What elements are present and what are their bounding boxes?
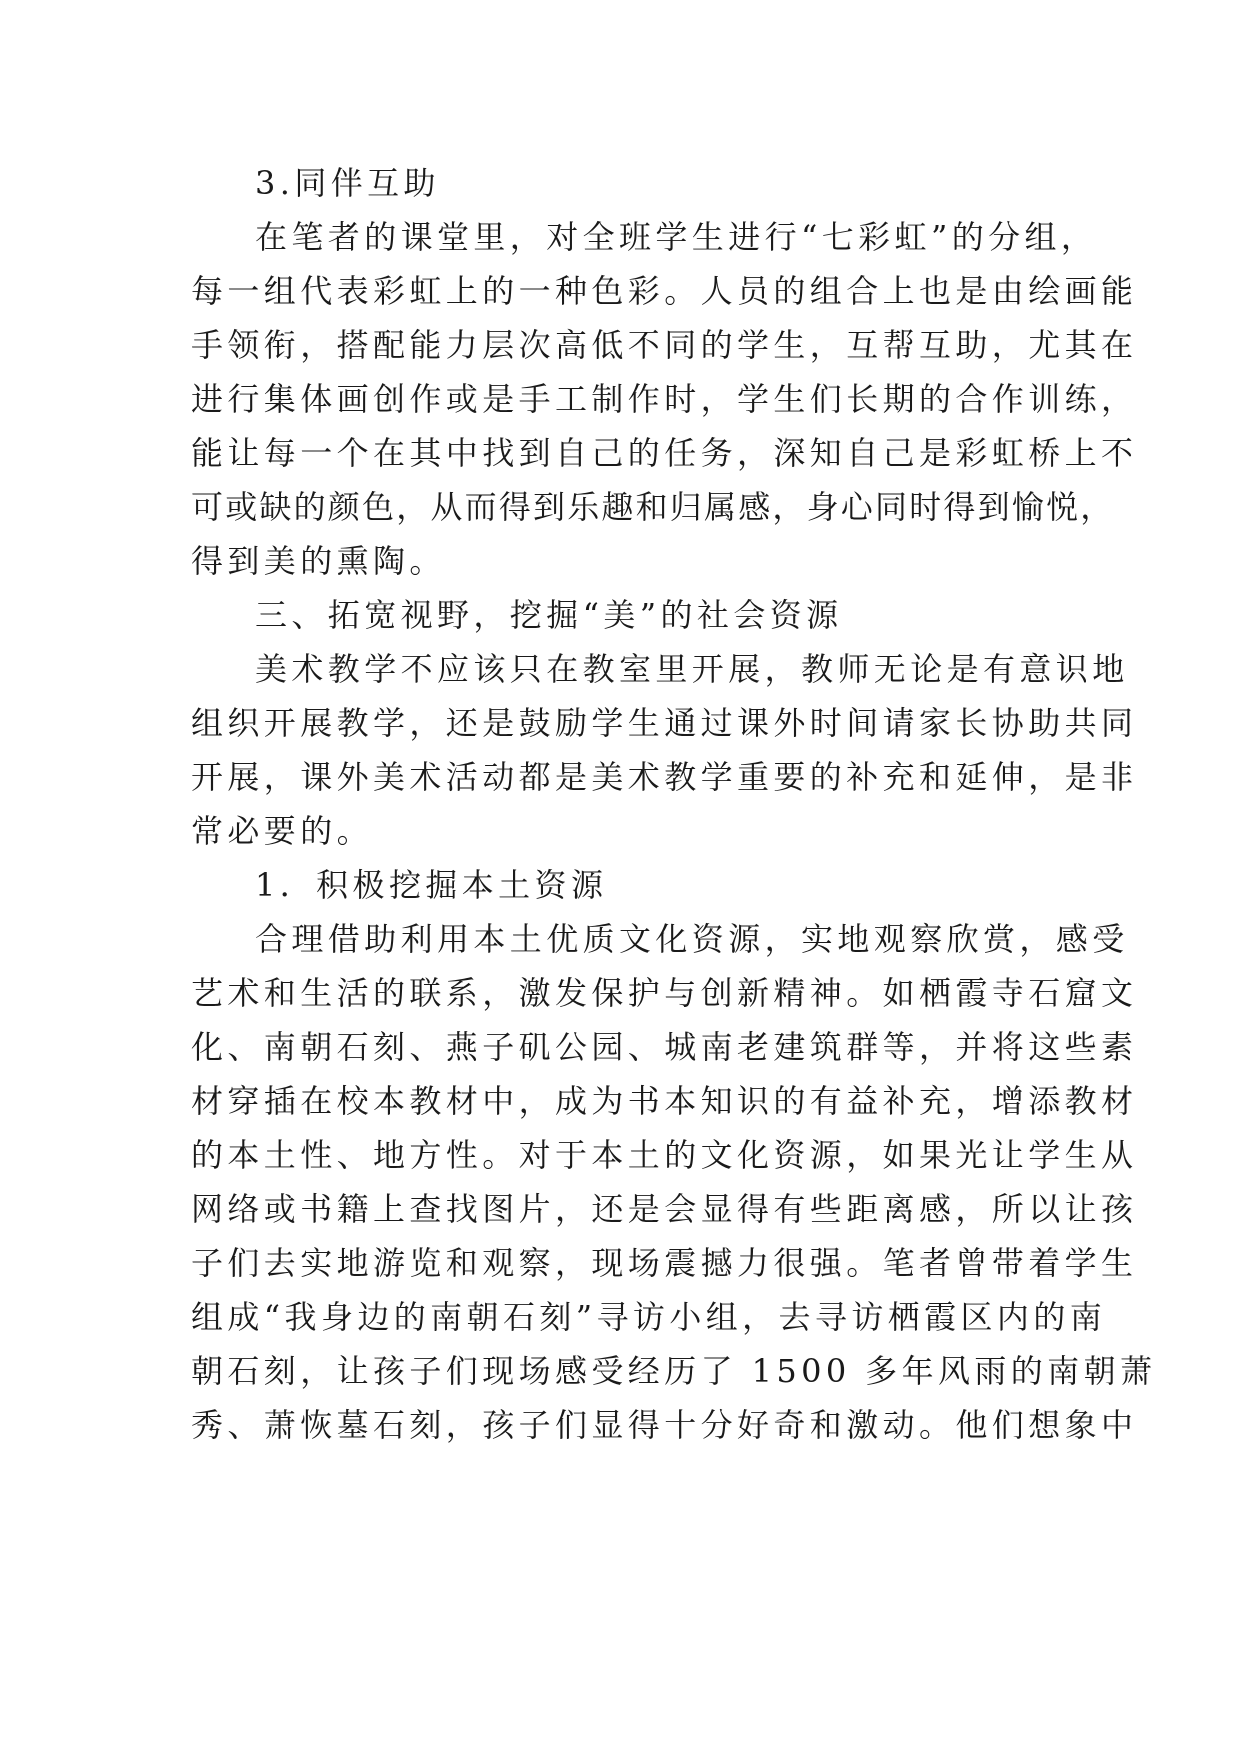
paragraph-line: 进行集体画创作或是手工制作时，学生们长期的合作训练， [191, 380, 1138, 418]
paragraph-line: 得到美的熏陶。 [191, 542, 446, 580]
paragraph-line: 可或缺的颜色，从而得到乐趣和归属感，身心同时得到愉悦， [191, 488, 1115, 526]
paragraph-line: 每一组代表彩虹上的一种色彩。人员的组合上也是由绘画能 [191, 272, 1138, 310]
paragraph-line: 的本土性、地方性。对于本土的文化资源，如果光让学生从 [191, 1136, 1138, 1174]
paragraph-line: 美术教学不应该只在教室里开展，教师无论是有意识地 [255, 650, 1129, 688]
paragraph-line: 材穿插在校本教材中，成为书本知识的有益补充，增添教材 [191, 1082, 1138, 1120]
section-heading-3: 三、拓宽视野，挖掘“美”的社会资源 [255, 596, 843, 634]
paragraph-line: 常必要的。 [191, 812, 374, 850]
paragraph-line: 能让每一个在其中找到自己的任务，深知自己是彩虹桥上不 [191, 434, 1138, 472]
paragraph-line: 组织开展教学，还是鼓励学生通过课外时间请家长协助共同 [191, 704, 1138, 742]
paragraph-line: 秀、萧恢墓石刻，孩子们显得十分好奇和激动。他们想象中 [191, 1406, 1138, 1444]
paragraph-line: 合理借助利用本土优质文化资源，实地观察欣赏，感受 [255, 920, 1129, 958]
paragraph-line: 朝石刻，让孩子们现场感受经历了 1500 多年风雨的南朝萧 [191, 1352, 1157, 1390]
paragraph-line: 组成“我身边的南朝石刻”寻访小组，去寻访栖霞区内的南 [191, 1298, 1107, 1336]
paragraph-line: 手领衔，搭配能力层次高低不同的学生，互帮互助，尤其在 [191, 326, 1138, 364]
subheading-local-resources: 1．积极挖掘本土资源 [255, 866, 608, 904]
paragraph-line: 开展，课外美术活动都是美术教学重要的补充和延伸，是非 [191, 758, 1138, 796]
paragraph-line: 网络或书籍上查找图片，还是会显得有些距离感，所以让孩 [191, 1190, 1138, 1228]
subheading-peer-help: 3.同伴互助 [255, 164, 440, 202]
paragraph-line: 在笔者的课堂里，对全班学生进行“七彩虹”的分组， [255, 218, 1098, 256]
paragraph-line: 艺术和生活的联系，激发保护与创新精神。如栖霞寺石窟文 [191, 974, 1138, 1012]
paragraph-line: 子们去实地游览和观察，现场震撼力很强。笔者曾带着学生 [191, 1244, 1138, 1282]
paragraph-line: 化、南朝石刻、燕子矶公园、城南老建筑群等，并将这些素 [191, 1028, 1138, 1066]
